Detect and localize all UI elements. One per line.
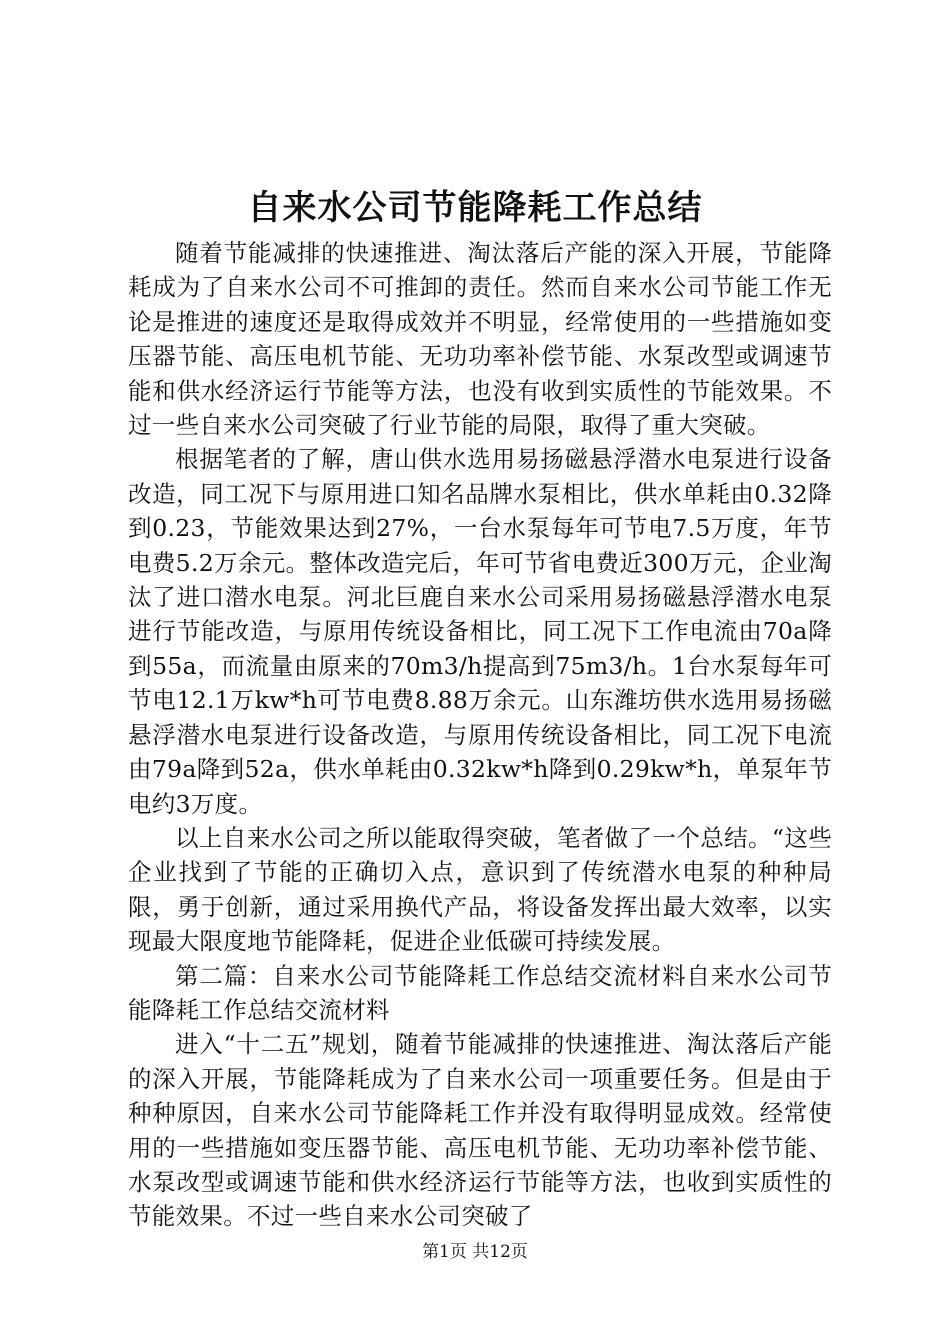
page-number-footer: 第1页 共12页 (422, 1242, 528, 1262)
paragraph: 进入“十二五”规划，随着节能减排的快速推进、淘汰落后产能的深入开展，节能降耗成为了自来水公司一项重要任务。但是由于种种原因，自来水公司节能降耗工作并没有取得明显成效。经常使用的一些措施如变压器节能、高压电机节能、无功功率补偿节能、水泵改型或调速节能和供水经济运行节能等方法，也收到实质性的节能效果。不过一些自来水公司突破了 (128, 1030, 832, 1231)
paragraph: 根据笔者的了解，唐山供水选用易扬磁悬浮潜水电泵进行设备改造，同工况下与原用进口知名品牌水泵相比，供水单耗由0.32降到0.23，节能效果达到27%，一台水泵每年可节电7.5万度，年节电费5.2万余元。整体改造完后，年可节省电费近300万元，企业淘汰了进口潜水电泵。河北巨鹿自来水公司采用易扬磁悬浮潜水电泵进行节能改造，与原用传统设备相比，同工况下工作电流由70a降到55a，而流量由原来的70m3/h提高到75m3/h。1台水泵每年可节电12.1万kw*h可节电费8.88万余元。山东潍坊供水选用易扬磁悬浮潜水电泵进行设备改造，与原用传统设备相比，同工况下电流由79a降到52a，供水单耗由0.32kw*h降到0.29kw*h，单泵年节电约3万度。 (128, 445, 832, 818)
document-title: 自来水公司节能降耗工作总结 (247, 188, 703, 228)
section-heading-paragraph: 第二篇：自来水公司节能降耗工作总结交流材料自来水公司节能降耗工作总结交流材料 (128, 961, 832, 1024)
document-body (128, 236, 832, 1234)
paragraph: 随着节能减排的快速推进、淘汰落后产能的深入开展，节能降耗成为了自来水公司不可推卸的责任。然而自来水公司节能工作无论是推进的速度还是取得成效并不明显，经常使用的一些措施如变压器节能、高压电机节能、无功功率补偿节能、水泵改型或调速节能和供水经济运行节能等方法，也没有收到实质性的节能效果。不过一些自来水公司突破了行业节能的局限，取得了重大突破。 (128, 239, 832, 440)
paragraph: 以上自来水公司之所以能取得突破，笔者做了一个总结。“这些企业找到了节能的正确切入点，意识到了传统潜水电泵的种种局限，勇于创新，通过采用换代产品，将设备发挥出最大效率，以实现最大限度地节能降耗，促进企业低碳可持续发展。 (128, 823, 832, 956)
